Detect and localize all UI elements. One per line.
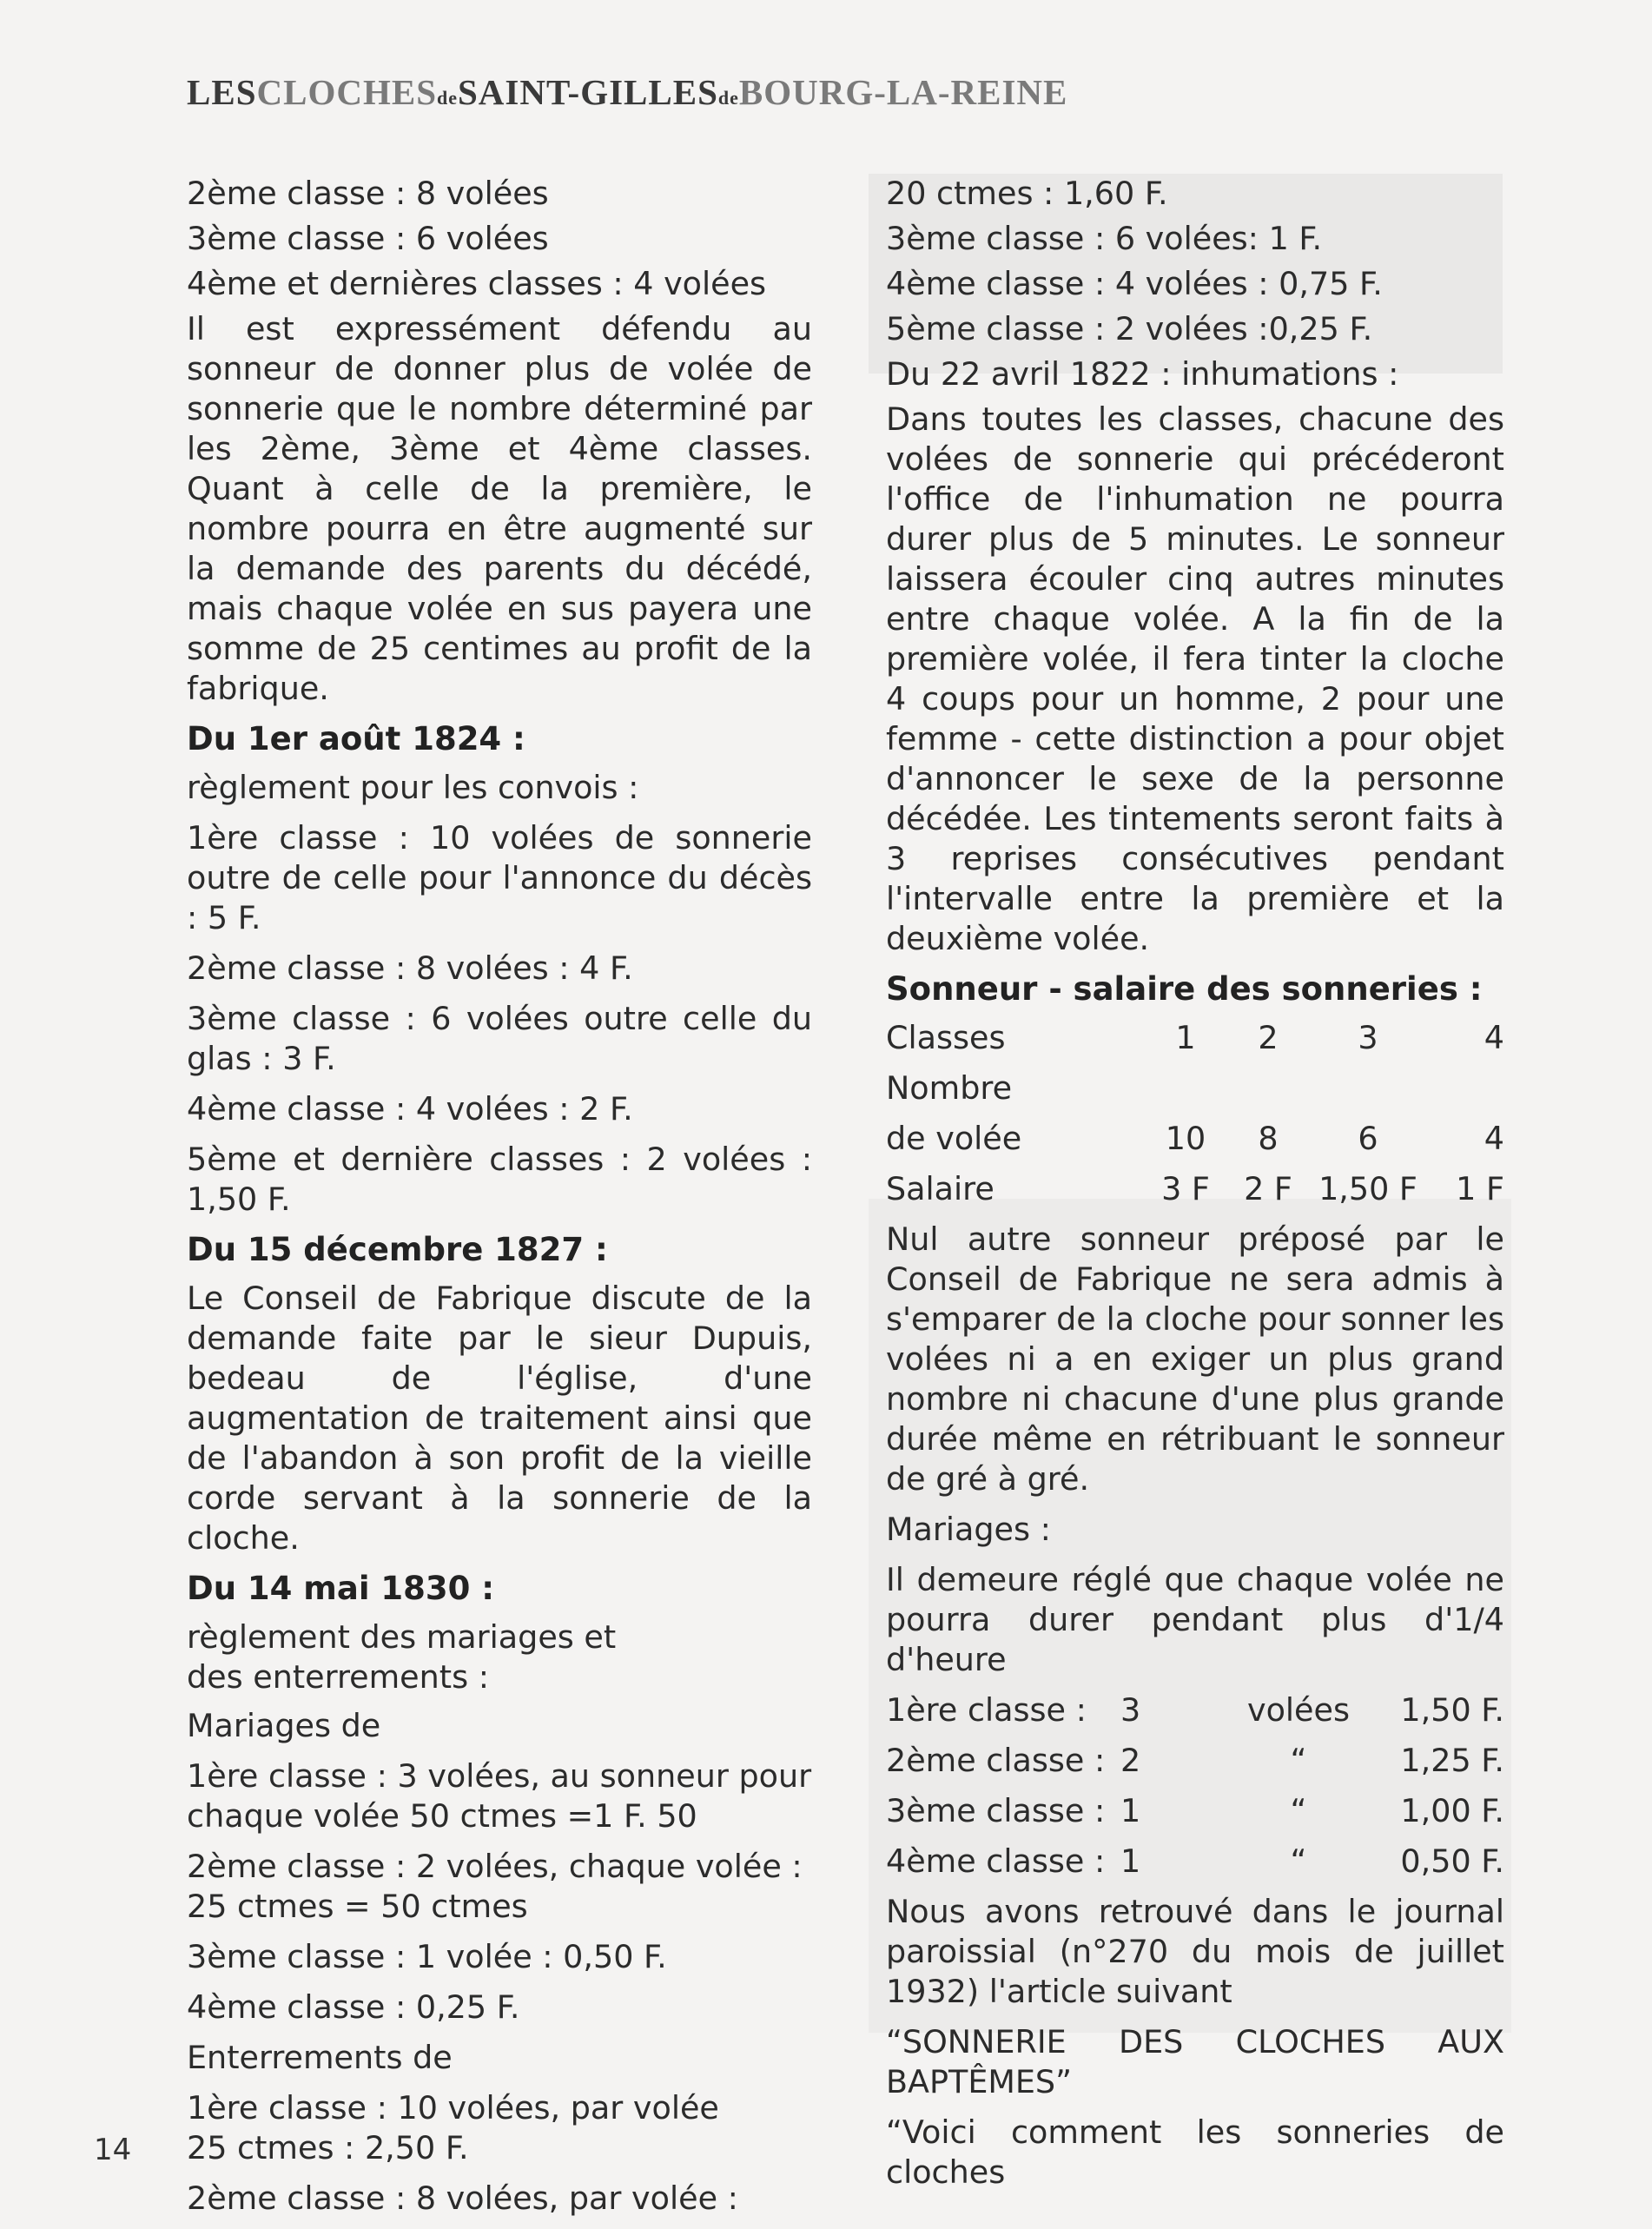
table-row [886,1018,1504,1068]
text-line: 3ème classe : 6 volées [187,220,549,257]
table-cell: “ [1290,1792,1307,1829]
table-cell: “ [1290,1742,1307,1779]
table-cell: 3 [1120,1691,1141,1729]
section-heading: Du 15 décembre 1827 : [187,1231,608,1268]
table-row [886,1119,1504,1169]
table-cell: 3 [1358,1019,1378,1056]
paragraph: 2ème classe : 8 volées : 4 F. [187,949,633,987]
section-heading: Du 1er août 1824 : [187,720,525,757]
paragraph: Il est expressément défendu au sonneur de donner plus de volée de sonnerie que le nombre déterminé par les 2ème, 3ème et 4ème classes. Quant à celle de la première, le nombre pourra en être augmenté sur la demande des parents du décédé, mais chaque volée en sus payera une somme de 25 centimes au profit de la fabrique. [187,310,812,707]
table-cell: 0,50 F. [1400,1842,1504,1880]
table-cell: volées [1246,1691,1350,1729]
text-line: Du 22 avril 1822 : inhumations : [886,355,1399,393]
table-cell: 6 [1358,1120,1378,1157]
paragraph: Mariages : [886,1511,1051,1548]
section-heading: Du 14 mai 1830 : [187,1570,495,1607]
section-heading: Sonneur - salaire des sonneries : [886,970,1483,1008]
table-cell: 1 [1175,1019,1196,1056]
table-cell: 1ère classe : [886,1691,1087,1729]
table-cell: 1 F [1456,1170,1504,1207]
paragraph: 1ère classe : 10 volées de sonnerie outre de celle pour l'annonce du décès : 5 F. [187,819,812,936]
text-line: des enterrements : [187,1658,489,1696]
table-cell: 2 F [1244,1170,1292,1207]
text-line: chaque volée 50 ctmes =1 F. 50 [187,1797,697,1835]
header-word: de [437,87,458,109]
table-cell: 8 [1258,1120,1279,1157]
table-cell: “ [1290,1842,1307,1880]
table-cell: 1,25 F. [1400,1742,1504,1779]
header-word: BOURG-LA-REINE [738,72,1068,112]
table-cell: 4ème classe : [886,1842,1106,1880]
right-column [886,174,1504,2203]
text-line: 3ème classe : 6 volées: 1 F. [886,220,1323,257]
table-cell: 4 [1483,1019,1504,1056]
paragraph: 4ème classe : 0,25 F. [187,1988,520,2026]
paragraph: Nous avons retrouvé dans le journal paroissial (n°270 du mois de juillet 1932) l'article suivant [886,1893,1504,2010]
header-word: CLOCHES [256,72,437,112]
table-cell: 4 [1483,1120,1504,1157]
header-word: de [717,87,739,109]
text-line: règlement des mariages et [187,1618,617,1656]
table-cell: Salaire [886,1170,995,1207]
header-word: SAINT-GILLES [458,72,718,112]
text-line: 20 ctmes : 1,60 F. [886,175,1168,212]
left-column [187,174,812,2229]
paragraph: “SONNERIE DES CLOCHES AUX BAPTÊMES” [886,2023,1504,2100]
text-line: 25 ctmes = 50 ctmes [187,1888,528,1925]
text-line: 1ère classe : 3 volées, au sonneur pour [187,1757,812,1795]
table-cell: de volée [886,1120,1022,1157]
table-row [886,1690,1504,1741]
table-cell: 2 [1120,1742,1141,1779]
paragraph: Nul autre sonneur préposé par le Conseil de Fabrique ne sera admis à s'emparer de la cloche pour sonner les volées ni a en exiger un plus grand nombre ni chacune d'une plus grande durée même en rétribuant le sonneur de gré à gré. [886,1220,1504,1498]
table-row [886,1842,1504,1892]
table-cell: 1,50 F. [1400,1691,1504,1729]
paragraph [187,1847,812,1927]
paragraph: Le Conseil de Fabrique discute de la demande faite par le sieur Dupuis, bedeau de l'église, d'une augmentation de traitement ainsi que de l'abandon à son profit de la vieille corde servant à la sonnerie de la cloche. [187,1280,812,1557]
table-cell: 1,00 F. [1400,1792,1504,1829]
table-cell: 2ème classe : [886,1742,1106,1779]
paragraph: 2ème classe : 8 volées, par volée : [187,2179,738,2217]
table-row [886,1741,1504,1791]
text-line: 2ème classe : 8 volées [187,175,549,212]
text-line: 5ème classe : 2 volées :0,25 F. [886,310,1373,347]
paragraph [187,1617,812,1697]
header-word: LES [187,72,257,112]
paragraph: règlement pour les convois : [187,769,639,806]
table-cell: 3 F [1161,1170,1210,1207]
table-cell: 10 [1165,1120,1206,1157]
table-row [886,1068,1504,1119]
salary-table [886,1018,1504,1220]
table-cell: Nombre [886,1069,1013,1107]
paragraph: Mariages de [187,1707,381,1744]
paragraph [187,1756,812,1836]
text-line: 1ère classe : 10 volées, par volée [187,2089,719,2126]
text-line: 2ème classe : 2 volées, chaque volée : [187,1848,803,1885]
paragraph: 5ème et dernière classes : 2 volées : 1,50 F. [187,1141,812,1218]
table-cell: 2 [1258,1019,1279,1056]
table-row [886,1791,1504,1842]
text-line: 25 ctmes : 2,50 F. [187,2129,469,2166]
paragraph: “Voici comment les sonneries de cloches [886,2113,1504,2191]
paragraph: 3ème classe : 6 volées outre celle du glas : 3 F. [187,1000,812,1077]
table-cell: 1,50 F [1318,1170,1417,1207]
text-line: 4ème et dernières classes : 4 volées [187,265,767,302]
paragraph: Dans toutes les classes, chacune des volées de sonnerie qui précéderont l'office de l'inhumation ne pourra durer plus de 5 minutes. Le sonneur laissera écouler cinq autres minutes entre chaque volée. A la fin de la première volée, il fera tinter la cloche 4 coups pour un homme, 2 pour une femme - cette distinction a pour objet d'annoncer le sexe de la personne décédée. Les tintements seront faits à 3 reprises consécutives pendant l'intervalle entre la première et la deuxième volée. [886,400,1504,957]
text-line: 4ème classe : 4 volées : 0,75 F. [886,265,1383,302]
marriage-table [886,1690,1504,1892]
table-cell: 1 [1120,1792,1141,1829]
running-header [187,71,1067,113]
table-cell: Classes [886,1019,1006,1056]
table-cell: 1 [1120,1842,1141,1880]
page-number: 14 [94,2133,132,2167]
table-cell: 3ème classe : [886,1792,1106,1829]
table-row [886,1169,1504,1220]
paragraph: 3ème classe : 1 volée : 0,50 F. [187,1938,667,1975]
paragraph: 4ème classe : 4 volées : 2 F. [187,1090,633,1128]
paragraph: Enterrements de [187,2039,453,2076]
paragraph [187,2088,812,2168]
paragraph: Il demeure réglé que chaque volée ne pourra durer pendant plus d'1/4 d'heure [886,1561,1504,1678]
